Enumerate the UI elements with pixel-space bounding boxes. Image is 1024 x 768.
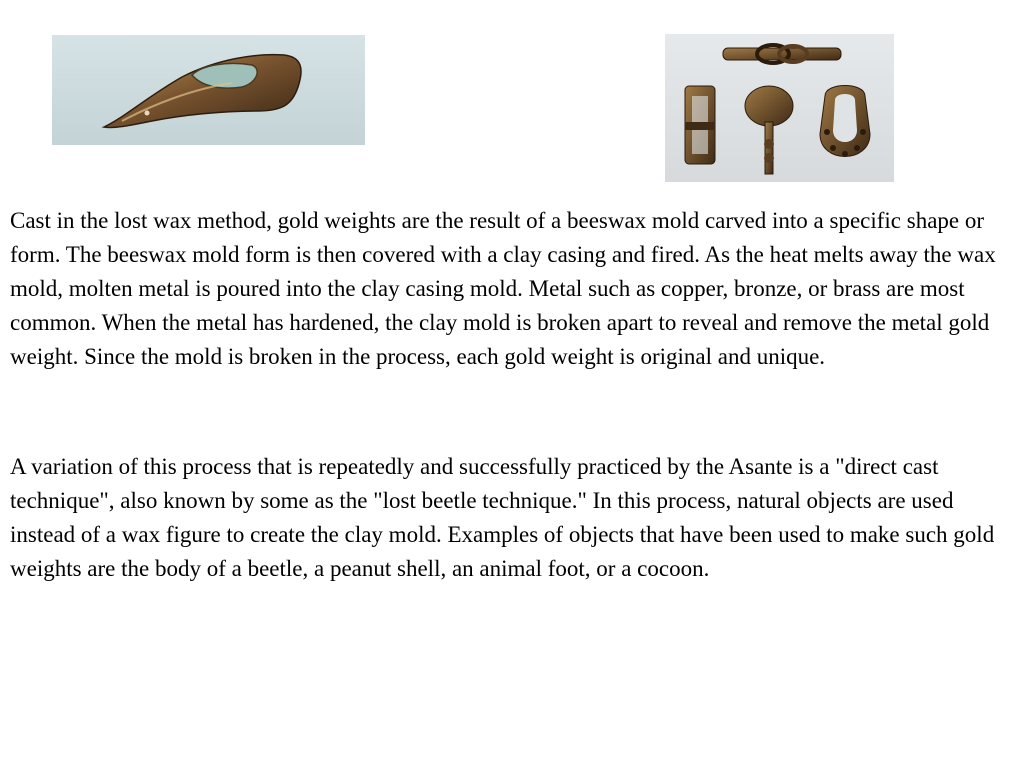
- body-paragraph-lost-wax: Cast in the lost wax method, gold weights are the result of a beeswax mold carved into a specific shape or form. The beeswax mold form is then covered with a clay casing and fired. As the heat melts away the wax mold, molten metal is poured into the clay casing mold. Metal such as copper, bronze, or brass are most common. When the metal has hardened, the clay mold is broken apart to reveal and remove the metal gold weight. Since the mold is broken in the process, each gold weight is original and unique.: [10, 208, 996, 369]
- gold-weight-photo-left: [52, 35, 365, 145]
- gold-weight-photo-right: [665, 34, 894, 182]
- weights-group-image: [665, 34, 894, 182]
- tooth-weight-image: [52, 35, 365, 145]
- body-paragraph-direct-cast: A variation of this process that is repeatedly and successfully practiced by the Asante is a "direct cast technique", also known by some as the "lost beetle technique." In this process, natural objects are used instead of a wax figure to create the clay mold. Examples of objects that have been used to make such gold weights are the body of a beetle, a peanut shell, an animal foot, or a cocoon.: [10, 454, 995, 581]
